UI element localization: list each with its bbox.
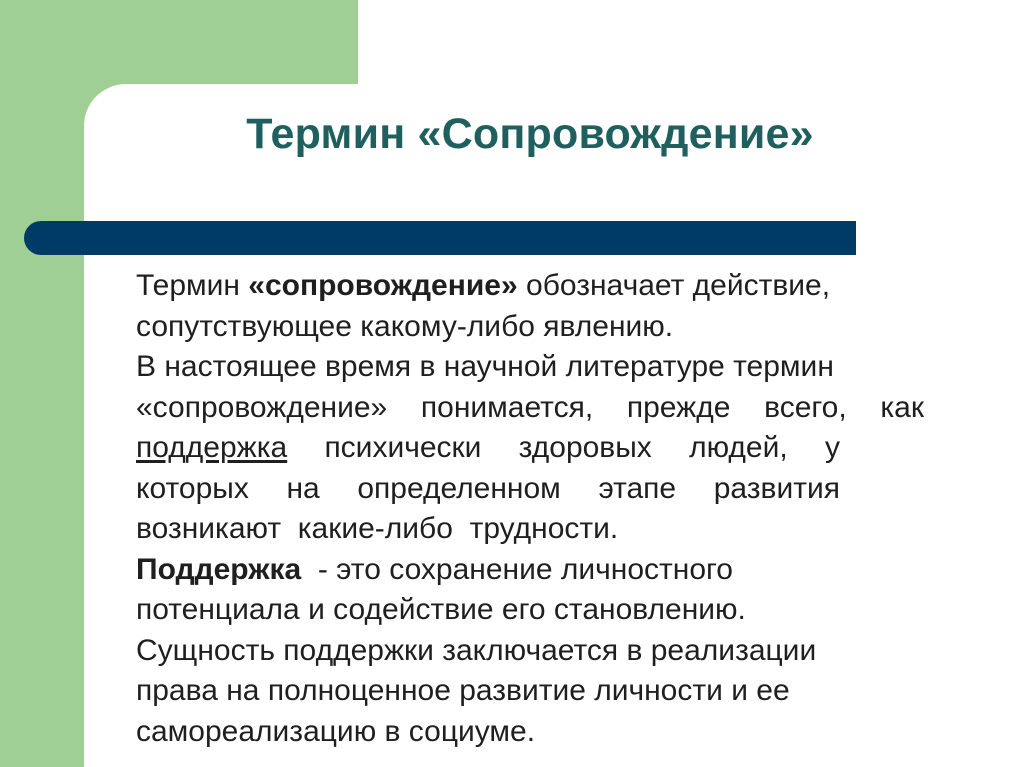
word: которых: [136, 471, 249, 505]
body-line-8: [136, 550, 966, 591]
text-bold-support: Поддержка: [136, 552, 310, 586]
slide-title: Термин «Сопровождение»: [246, 110, 814, 158]
word: определенном: [357, 471, 561, 505]
body-line-9: потенциала и содействие его становлению.: [136, 593, 746, 626]
body-line-7: возникают какие-либо трудности.: [136, 512, 619, 545]
word: у: [824, 431, 840, 464]
word: развития: [713, 471, 840, 505]
slide-body: [136, 266, 966, 752]
word: всего,: [764, 390, 847, 424]
body-line-2: сопутствующее какому-либо явлению.: [136, 309, 674, 343]
word: понимается,: [420, 390, 594, 424]
body-line-12: самореализацию в социуме.: [136, 714, 536, 748]
body-line-3: В настоящее время в научной литературе термин: [136, 350, 834, 383]
word: прежде: [626, 390, 731, 424]
text-rest: - это сохранение личностного: [309, 552, 733, 586]
word: на: [286, 471, 320, 505]
body-line-1: [136, 266, 966, 307]
body-line-5: [136, 428, 840, 469]
body-line-6: [136, 469, 840, 510]
word: как: [880, 390, 924, 424]
word: людей,: [689, 431, 788, 464]
word: здоровых: [518, 431, 652, 464]
body-line-11: права на полноценное развитие личности и ее: [136, 674, 790, 707]
underlined-word-support: поддержка: [136, 431, 288, 464]
word: «сопровождение»: [136, 390, 388, 424]
text-bold-term: «сопровождение»: [248, 269, 518, 302]
body-line-4: [136, 388, 924, 429]
word: этапе: [598, 471, 677, 505]
word: психически: [324, 431, 482, 464]
title-divider-bar: [24, 221, 856, 255]
body-line-10: Сущность поддержки заключается в реализации: [136, 633, 817, 667]
text-term: Термин: [136, 269, 249, 302]
text-rest: обозначает действие,: [517, 269, 831, 302]
